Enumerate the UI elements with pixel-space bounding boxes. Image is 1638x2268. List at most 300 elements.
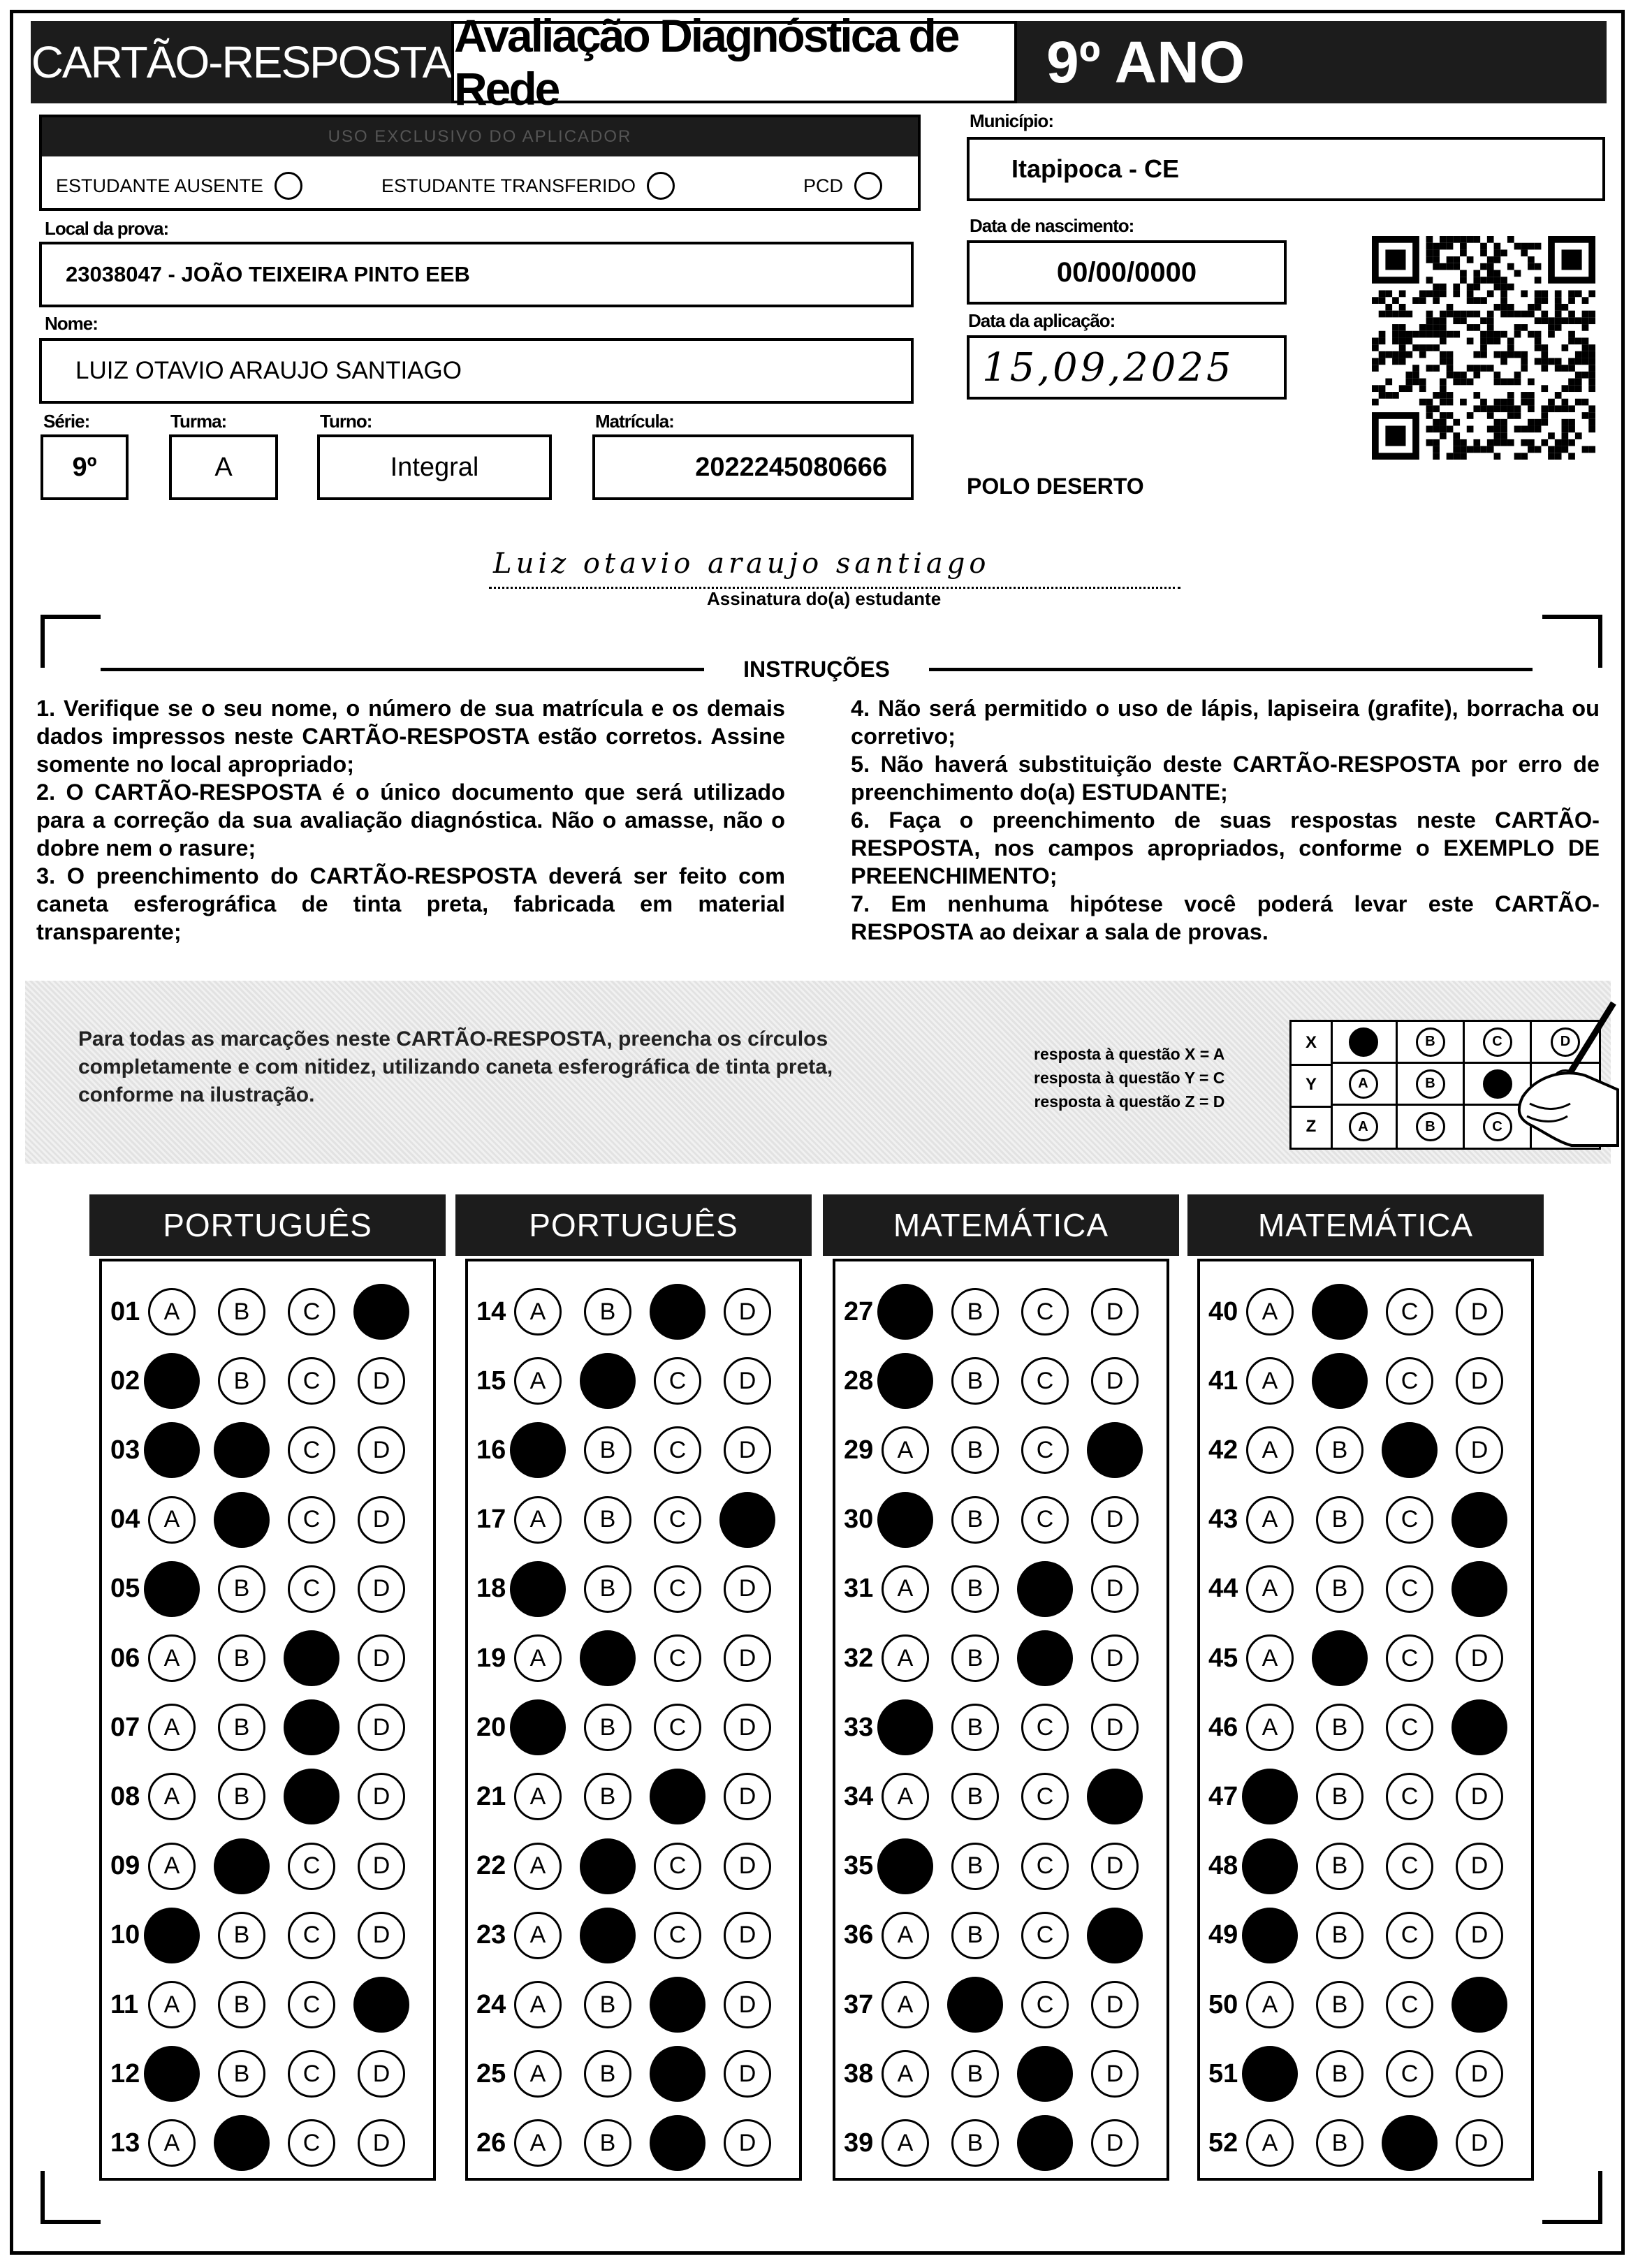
bubble-filled[interactable]: [1017, 2046, 1073, 2102]
option-pcd[interactable]: [803, 172, 882, 200]
matricula-value: 2022245080666: [695, 452, 887, 482]
section-header: MATEMÁTICA: [1187, 1194, 1544, 1256]
bubble-option[interactable]: A: [882, 1773, 929, 1820]
bubble-filled[interactable]: [284, 1630, 339, 1686]
bubble-option[interactable]: D: [1091, 2119, 1139, 2167]
bubble-option[interactable]: D: [358, 1565, 405, 1613]
local-field: [39, 242, 914, 307]
bubble-option[interactable]: A: [1246, 1496, 1294, 1544]
bubble-option[interactable]: C: [654, 1634, 701, 1682]
question-number: 41: [1208, 1366, 1238, 1396]
bubble-option[interactable]: D: [358, 1704, 405, 1751]
bubble-filled[interactable]: [510, 1699, 566, 1755]
bubble-option[interactable]: A: [1246, 1981, 1294, 2028]
bubble-option[interactable]: D: [1456, 2119, 1503, 2167]
bubble-option[interactable]: C: [1021, 1496, 1069, 1544]
bubble-option[interactable]: C: [288, 1912, 335, 1959]
bubble-filled[interactable]: [580, 1908, 636, 1963]
bubble-filled[interactable]: [877, 1838, 933, 1894]
example-legend: [1034, 1042, 1224, 1113]
bubble-filled[interactable]: [1451, 1561, 1507, 1617]
bubble-option[interactable]: D: [724, 2119, 771, 2167]
bubble-filled[interactable]: [1242, 2046, 1298, 2102]
example-cell: [1331, 1064, 1398, 1106]
bubble-option[interactable]: B: [951, 1288, 999, 1336]
bubble-option[interactable]: B: [951, 1565, 999, 1613]
bubble-option[interactable]: C: [1021, 1357, 1069, 1405]
bubble-option[interactable]: A: [148, 1843, 196, 1890]
bubble-option[interactable]: B: [951, 1843, 999, 1890]
bubble-option[interactable]: C: [654, 1912, 701, 1959]
bubble-filled[interactable]: [580, 1630, 636, 1686]
bubble-option[interactable]: C: [1386, 1496, 1433, 1544]
bubble-option[interactable]: A: [882, 1634, 929, 1682]
bubble-option[interactable]: A: [1246, 1426, 1294, 1474]
bubble-filled[interactable]: [1242, 1908, 1298, 1963]
bubble-option[interactable]: B: [1316, 1981, 1363, 2028]
instructions-title: INSTRUÇÕES: [743, 657, 890, 682]
bubble-option[interactable]: A: [514, 1843, 562, 1890]
bubble-option[interactable]: C: [1386, 1704, 1433, 1751]
bubble-option[interactable]: D: [724, 2050, 771, 2098]
bubble-option[interactable]: B: [584, 2119, 631, 2167]
bubble-option[interactable]: D: [1456, 1843, 1503, 1890]
answer-row: [844, 1422, 1161, 1478]
bubble-option[interactable]: A: [1246, 1704, 1294, 1751]
bubble-filled[interactable]: [1312, 1353, 1368, 1409]
bubble-option[interactable]: D: [358, 2050, 405, 2098]
bubble-option[interactable]: B: [951, 2119, 999, 2167]
question-number: 30: [844, 1505, 874, 1535]
bubble-option[interactable]: D: [724, 1704, 771, 1751]
question-number: 28: [844, 1366, 874, 1396]
bubble-option[interactable]: B: [1316, 1426, 1363, 1474]
answer-row: [110, 1838, 427, 1894]
answer-row: [844, 1561, 1161, 1617]
bubble-filled[interactable]: [510, 1422, 566, 1478]
bubble-filled[interactable]: [510, 1561, 566, 1617]
serie-value: 9º: [72, 452, 97, 482]
bubble-option[interactable]: D: [358, 1426, 405, 1474]
question-number: 04: [110, 1505, 140, 1535]
bubble-option[interactable]: B: [951, 2050, 999, 2098]
example-cell: [1331, 1022, 1398, 1064]
option-label: ESTUDANTE TRANSFERIDO: [381, 175, 636, 196]
aplicacao-field: [967, 335, 1287, 400]
bubble-option[interactable]: C: [288, 1357, 335, 1405]
question-number: 18: [476, 1574, 506, 1604]
answer-row: [844, 1769, 1161, 1824]
bubble-option[interactable]: C: [1021, 1981, 1069, 2028]
bubble-option[interactable]: D: [1091, 1634, 1139, 1682]
bubble-option[interactable]: C: [654, 1704, 701, 1751]
bubble-filled[interactable]: [1312, 1630, 1368, 1686]
bubble-filled[interactable]: [1382, 2115, 1438, 2171]
question-number: 22: [476, 1851, 506, 1881]
example-bubble-filled: [1349, 1027, 1378, 1057]
aplicacao-label: Data da aplicação:: [968, 310, 1116, 331]
uso-exclusivo-title: USO EXCLUSIVO DO APLICADOR: [42, 117, 918, 156]
bubble-option[interactable]: A: [1246, 1565, 1294, 1613]
answer-row: [1208, 1769, 1526, 1824]
bubble-filled[interactable]: [650, 2046, 705, 2102]
bubble-filled[interactable]: [650, 1977, 705, 2033]
question-number: 21: [476, 1781, 506, 1811]
bubble-option[interactable]: A: [514, 1634, 562, 1682]
instructions-right: [851, 694, 1600, 946]
bubble-option[interactable]: D: [358, 1634, 405, 1682]
bubble-filled[interactable]: [1242, 1838, 1298, 1894]
bubble-option[interactable]: C: [1021, 1426, 1069, 1474]
bubble-filled[interactable]: [877, 1284, 933, 1340]
answer-row: [1208, 1284, 1526, 1340]
answer-row: [1208, 2115, 1526, 2171]
question-number: 27: [844, 1296, 874, 1326]
bubble-option[interactable]: B: [1316, 1843, 1363, 1890]
bubble-filled[interactable]: [284, 1699, 339, 1755]
bubble-option[interactable]: A: [148, 1981, 196, 2028]
bubble-option[interactable]: C: [288, 1496, 335, 1544]
option-estudante-transferido[interactable]: [381, 172, 675, 200]
turno-label: Turno:: [320, 411, 372, 432]
bubble-option[interactable]: A: [1246, 1634, 1294, 1682]
answer-row: [476, 1422, 794, 1478]
bubble-option[interactable]: C: [1386, 2050, 1433, 2098]
bubble-filled[interactable]: [1087, 1769, 1143, 1824]
bubble-option[interactable]: A: [514, 2119, 562, 2167]
bubble-filled[interactable]: [1242, 1769, 1298, 1824]
bubble-option[interactable]: A: [882, 1426, 929, 1474]
example-cell: [1398, 1106, 1465, 1148]
bubble-option[interactable]: A: [882, 2119, 929, 2167]
bubble-option[interactable]: B: [1316, 2119, 1363, 2167]
bubble-option[interactable]: D: [1456, 1288, 1503, 1336]
turno-value: Integral: [390, 452, 479, 482]
bubble-option[interactable]: C: [288, 1981, 335, 2028]
answer-row: [1208, 1422, 1526, 1478]
bubble-option[interactable]: A: [514, 2050, 562, 2098]
bubble-option[interactable]: B: [218, 2050, 265, 2098]
bubble-option[interactable]: D: [1091, 1496, 1139, 1544]
bubble-option[interactable]: D: [358, 1912, 405, 1959]
bubble-filled[interactable]: [1451, 1699, 1507, 1755]
bubble-option[interactable]: A: [514, 1357, 562, 1405]
bubble-option[interactable]: C: [288, 1426, 335, 1474]
bubble-option[interactable]: C: [1386, 1773, 1433, 1820]
bubble-filled[interactable]: [1087, 1422, 1143, 1478]
bubble-option[interactable]: A: [882, 1565, 929, 1613]
bubble-option[interactable]: A: [148, 2119, 196, 2167]
question-number: 20: [476, 1712, 506, 1742]
bubble-filled[interactable]: [580, 1838, 636, 1894]
bubble-option[interactable]: A: [148, 1704, 196, 1751]
bubble-option[interactable]: D: [724, 1981, 771, 2028]
question-number: 43: [1208, 1505, 1238, 1535]
bubble-option[interactable]: A: [514, 1773, 562, 1820]
answer-row: [110, 2115, 427, 2171]
municipio-label: Município:: [970, 110, 1053, 131]
bubble-filled[interactable]: [580, 1353, 636, 1409]
bubble-option[interactable]: B: [1316, 1496, 1363, 1544]
bubble-option[interactable]: A: [1246, 1288, 1294, 1336]
answer-row: [1208, 1699, 1526, 1755]
bubble-option[interactable]: B: [218, 1565, 265, 1613]
bubble-option[interactable]: B: [218, 1634, 265, 1682]
answer-row: [1208, 2046, 1526, 2102]
bubble-filled[interactable]: [1312, 1284, 1368, 1340]
bubble-option[interactable]: D: [1091, 1704, 1139, 1751]
question-number: 12: [110, 2058, 140, 2088]
bubble-option[interactable]: A: [148, 1773, 196, 1820]
bubble-filled[interactable]: [650, 1769, 705, 1824]
bubble-option[interactable]: C: [1021, 1843, 1069, 1890]
hand-with-pen-icon: [1481, 999, 1621, 1153]
bubble-option[interactable]: D: [724, 1843, 771, 1890]
aplicacao-value: 15,09,2025: [982, 344, 1234, 390]
bubble-option[interactable]: D: [1091, 2050, 1139, 2098]
question-number: 32: [844, 1643, 874, 1673]
answer-row: [476, 1908, 794, 1963]
bubble-option[interactable]: B: [218, 1773, 265, 1820]
bubble-filled[interactable]: [650, 2115, 705, 2171]
bubble-option[interactable]: B: [1316, 2050, 1363, 2098]
answer-row: [844, 2115, 1161, 2171]
bubble-option[interactable]: C: [288, 2050, 335, 2098]
bubble-option[interactable]: B: [218, 1288, 265, 1336]
bubble-option[interactable]: B: [584, 1496, 631, 1544]
answer-row: [844, 1353, 1161, 1409]
nascimento-label: Data de nascimento:: [970, 215, 1134, 236]
answer-row: [1208, 1630, 1526, 1686]
example-row-label: Y: [1292, 1064, 1333, 1108]
example-row-label: Z: [1292, 1106, 1333, 1148]
bubble-option[interactable]: C: [1021, 1288, 1069, 1336]
bubble-option[interactable]: B: [584, 1704, 631, 1751]
bubble-option[interactable]: C: [654, 1426, 701, 1474]
bubble-option[interactable]: D: [724, 1565, 771, 1613]
bubble-option[interactable]: C: [1021, 1912, 1069, 1959]
bubble-option[interactable]: D: [1456, 1634, 1503, 1682]
bubble-option[interactable]: B: [218, 1704, 265, 1751]
bubble-option[interactable]: A: [1246, 2119, 1294, 2167]
bubble-option[interactable]: B: [584, 1773, 631, 1820]
bubble-filled[interactable]: [1451, 1492, 1507, 1548]
answer-row: [476, 1977, 794, 2033]
bubble-filled[interactable]: [877, 1699, 933, 1755]
bubble-filled[interactable]: [1017, 1561, 1073, 1617]
answer-row: [844, 1838, 1161, 1894]
bubble-option[interactable]: D: [1091, 1565, 1139, 1613]
bubble-option[interactable]: D: [724, 1912, 771, 1959]
local-label: Local da prova:: [45, 218, 169, 239]
question-number: 23: [476, 1920, 506, 1950]
bubble-option[interactable]: B: [218, 1912, 265, 1959]
bubble-filled[interactable]: [1017, 1630, 1073, 1686]
question-number: 14: [476, 1296, 506, 1326]
bubble-option[interactable]: A: [1246, 1357, 1294, 1405]
turma-label: Turma:: [170, 411, 227, 432]
nascimento-value: 00/00/0000: [1056, 256, 1197, 288]
question-number: 47: [1208, 1781, 1238, 1811]
bubble-option[interactable]: B: [1316, 1565, 1363, 1613]
bubble-option[interactable]: C: [654, 1843, 701, 1890]
bubble-option[interactable]: A: [514, 1912, 562, 1959]
municipio-field: [967, 137, 1605, 201]
bubble-option[interactable]: C: [1386, 1565, 1433, 1613]
option-circle[interactable]: [854, 172, 882, 200]
bubble-option[interactable]: C: [288, 1288, 335, 1336]
bubble-option[interactable]: A: [148, 1288, 196, 1336]
bubble-option[interactable]: D: [1456, 1912, 1503, 1959]
bubble-filled[interactable]: [353, 1284, 409, 1340]
question-number: 29: [844, 1435, 874, 1465]
bubble-option[interactable]: D: [724, 1357, 771, 1405]
bubble-option[interactable]: A: [514, 1496, 562, 1544]
bubble-option[interactable]: D: [1091, 1843, 1139, 1890]
bubble-option[interactable]: A: [882, 1981, 929, 2028]
bubble-option[interactable]: D: [358, 2119, 405, 2167]
bubble-option[interactable]: C: [1021, 1704, 1069, 1751]
bubble-filled[interactable]: [144, 1353, 200, 1409]
bubble-filled[interactable]: [144, 1908, 200, 1963]
bubble-option[interactable]: D: [1456, 1357, 1503, 1405]
question-number: 52: [1208, 2128, 1238, 2158]
bubble-option[interactable]: D: [358, 1773, 405, 1820]
bubble-option[interactable]: C: [1386, 1981, 1433, 2028]
question-number: 16: [476, 1435, 506, 1465]
bubble-option[interactable]: B: [1316, 1704, 1363, 1751]
bubble-filled[interactable]: [144, 2046, 200, 2102]
bubble-option[interactable]: D: [724, 1288, 771, 1336]
bubble-option[interactable]: C: [288, 2119, 335, 2167]
serie-field: [41, 434, 129, 500]
bubble-option[interactable]: B: [584, 1426, 631, 1474]
bubble-option[interactable]: D: [1091, 1981, 1139, 2028]
question-number: 35: [844, 1851, 874, 1881]
uso-exclusivo-box: [39, 115, 921, 211]
divider: [929, 668, 1533, 671]
legend-item: resposta à questão Z = D: [1034, 1092, 1225, 1111]
bubble-option[interactable]: D: [1456, 1426, 1503, 1474]
bubble-option[interactable]: A: [882, 1912, 929, 1959]
bubble-filled[interactable]: [214, 1422, 270, 1478]
example-bubble: C: [1483, 1112, 1512, 1141]
option-circle[interactable]: [647, 172, 675, 200]
bubble-option[interactable]: D: [724, 1426, 771, 1474]
example-cell: [1331, 1106, 1398, 1148]
bubble-option[interactable]: A: [882, 2050, 929, 2098]
bubble-option[interactable]: B: [584, 1288, 631, 1336]
bubble-option[interactable]: B: [584, 1565, 631, 1613]
question-number: 10: [110, 1920, 140, 1950]
bubble-option[interactable]: B: [218, 1981, 265, 2028]
question-number: 42: [1208, 1435, 1238, 1465]
bubble-option[interactable]: A: [514, 1288, 562, 1336]
bubble-option[interactable]: B: [584, 2050, 631, 2098]
bubble-option[interactable]: D: [724, 1773, 771, 1820]
bubble-option[interactable]: C: [1021, 1773, 1069, 1820]
bubble-filled[interactable]: [1017, 2115, 1073, 2171]
answer-row: [476, 1699, 794, 1755]
bubble-filled[interactable]: [1382, 1422, 1438, 1478]
bubble-option[interactable]: C: [1386, 1357, 1433, 1405]
bubble-option[interactable]: B: [951, 1704, 999, 1751]
bubble-option[interactable]: B: [951, 1496, 999, 1544]
bubble-filled[interactable]: [947, 1977, 1003, 2033]
bubble-filled[interactable]: [877, 1492, 933, 1548]
nome-value: LUIZ OTAVIO ARAUJO SANTIAGO: [75, 357, 462, 384]
bubble-option[interactable]: B: [1316, 1773, 1363, 1820]
bubble-option[interactable]: A: [148, 1496, 196, 1544]
bubble-filled[interactable]: [214, 1838, 270, 1894]
local-value: 23038047 - JOÃO TEIXEIRA PINTO EEB: [66, 262, 470, 286]
bubble-option[interactable]: A: [514, 1981, 562, 2028]
bubble-option[interactable]: B: [951, 1912, 999, 1959]
section-header: PORTUGUÊS: [89, 1194, 446, 1256]
question-number: 08: [110, 1781, 140, 1811]
bubble-option[interactable]: B: [951, 1357, 999, 1405]
bubble-filled[interactable]: [719, 1492, 775, 1548]
example-bubble: B: [1416, 1112, 1445, 1141]
bubble-option[interactable]: C: [1386, 1843, 1433, 1890]
bubble-filled[interactable]: [1451, 1977, 1507, 2033]
bubble-option[interactable]: D: [1091, 1288, 1139, 1336]
bubble-option[interactable]: D: [1091, 1357, 1139, 1405]
bubble-option[interactable]: B: [218, 1357, 265, 1405]
answer-row: [1208, 1977, 1526, 2033]
bubble-option[interactable]: D: [1456, 2050, 1503, 2098]
bubble-option[interactable]: B: [951, 1634, 999, 1682]
bubble-filled[interactable]: [144, 1422, 200, 1478]
bubble-option[interactable]: A: [148, 1634, 196, 1682]
bubble-option[interactable]: C: [654, 1565, 701, 1613]
bubble-option[interactable]: D: [358, 1496, 405, 1544]
answer-row: [110, 1630, 427, 1686]
bubble-option[interactable]: C: [1386, 1288, 1433, 1336]
bubble-option[interactable]: C: [288, 1565, 335, 1613]
bubble-option[interactable]: B: [951, 1426, 999, 1474]
question-number: 24: [476, 1989, 506, 2019]
bubble-option[interactable]: C: [654, 1496, 701, 1544]
bubble-filled[interactable]: [214, 1492, 270, 1548]
bubble-option[interactable]: C: [1386, 1634, 1433, 1682]
bubble-filled[interactable]: [353, 1977, 409, 2033]
bubble-option[interactable]: C: [654, 1357, 701, 1405]
bubble-option[interactable]: B: [951, 1773, 999, 1820]
bubble-option[interactable]: C: [288, 1843, 335, 1890]
bubble-option[interactable]: C: [1386, 1912, 1433, 1959]
option-estudante-ausente[interactable]: [56, 172, 302, 200]
example-bubble: A: [1349, 1112, 1378, 1141]
bubble-option[interactable]: D: [724, 1634, 771, 1682]
bubble-filled[interactable]: [650, 1284, 705, 1340]
answer-row: [110, 1699, 427, 1755]
bubble-option[interactable]: B: [1316, 1912, 1363, 1959]
bubble-option[interactable]: D: [1456, 1773, 1503, 1820]
bubble-option[interactable]: D: [358, 1357, 405, 1405]
option-label: ESTUDANTE AUSENTE: [56, 175, 264, 196]
bubble-filled[interactable]: [214, 2115, 270, 2171]
bubble-option[interactable]: D: [358, 1843, 405, 1890]
example-row-label: X: [1292, 1022, 1333, 1066]
bubble-filled[interactable]: [144, 1561, 200, 1617]
turma-value: A: [214, 452, 233, 482]
bubble-option[interactable]: B: [584, 1981, 631, 2028]
option-circle[interactable]: [275, 172, 302, 200]
bubble-filled[interactable]: [284, 1769, 339, 1824]
bubble-filled[interactable]: [1087, 1908, 1143, 1963]
bubble-filled[interactable]: [877, 1353, 933, 1409]
